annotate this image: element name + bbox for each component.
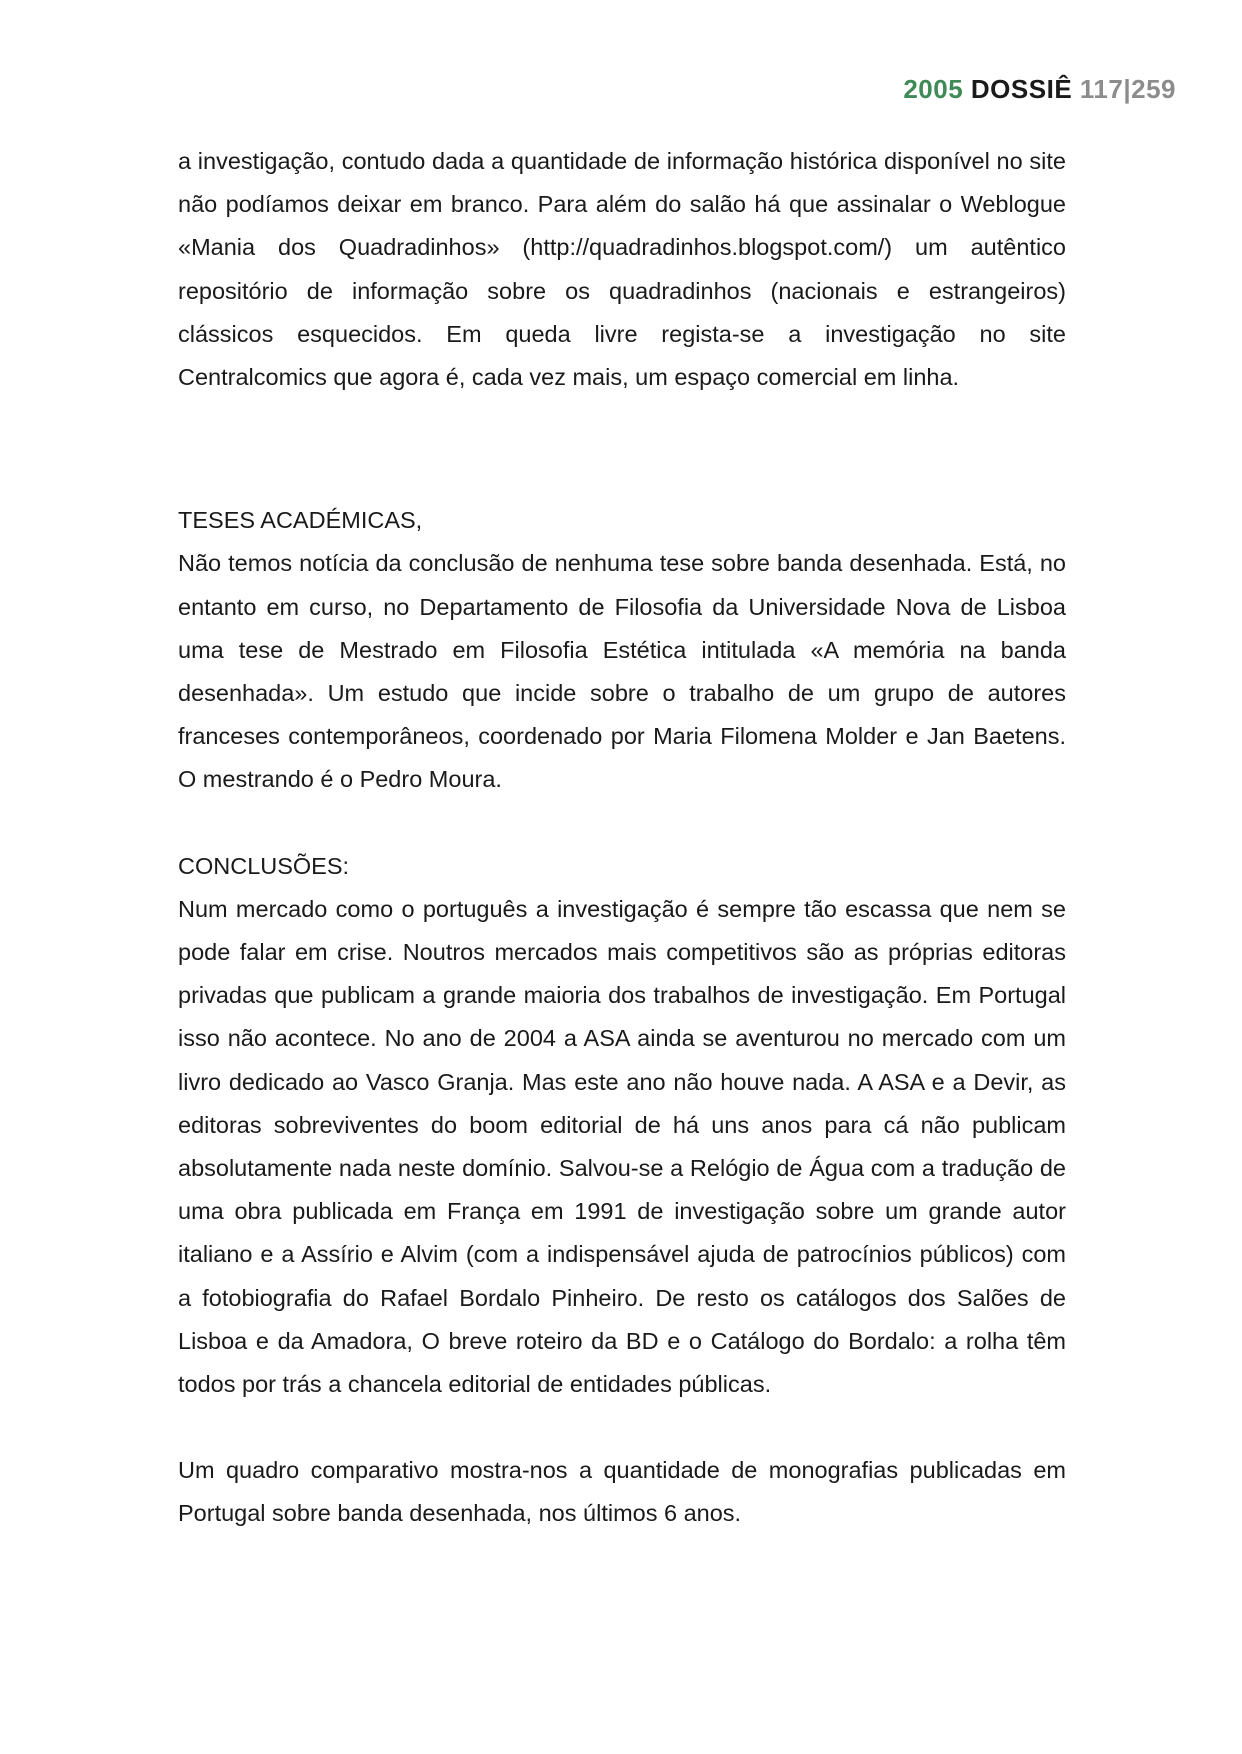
conclusions-paragraph: Num mercado como o português a investigação é sempre tão escassa que nem se pode falar em crise. Noutros mercados mais competitivos são as próprias editoras privadas que publicam a grande maioria dos trabalhos de investigação. Em Portugal isso não acontece. No ano de 2004 a ASA ainda se aventurou no mercado com um livro dedicado ao Vasco Granja. Mas este ano não houve nada. A ASA e a Devir, as editoras sobreviventes do boom editorial de há uns anos para cá não publicam absolutamente nada neste domínio. Salvou-se a Relógio de Água com a tradução de uma obra publicada em França em 1991 de investigação sobre um grande autor italiano e a Assírio e Alvim (com a indispensável ajuda de patrocínios públicos) com a fotobiografia do Rafael Bordalo Pinheiro. De resto os catálogos dos Salões de Lisboa e da Amadora, O breve roteiro da BD e o Catálogo do Bordalo: a rolha têm todos por trás a chancela editorial de entidades públicas. [178,895,1066,1398]
header-year: 2005 [903,74,964,104]
theses-paragraph: Não temos notícia da conclusão de nenhuma tese sobre banda desenhada. Está, no entanto em curso, no Departamento de Filosofia da Universidade Nova de Lisboa uma tese de Mestrado em Filosofia Estética intitulada «A memória na banda desenhada». Um estudo que incide sobre o trabalho de um grupo de autores franceses contemporâneos, coordenado por Maria Filomena Molder e Jan Baetens. O mestrando é o Pedro Moura. [178,550,1066,793]
header-title: DOSSIÊ [970,74,1073,104]
header-page-number: 117|259 [1079,74,1176,104]
closing-paragraph: Um quadro comparativo mostra-nos a quantidade de monografias publicadas em Portugal sobre banda desenhada, nos últimos 6 anos. [178,1457,1066,1527]
page-header [903,74,1176,105]
conclusions-heading: CONCLUSÕES: [178,852,350,879]
document-body [178,140,1066,1536]
theses-heading: TESES ACADÉMICAS, [178,507,423,534]
spacer [178,1406,1066,1449]
intro-paragraph: a investigação, contudo dada a quantidade de informação histórica disponível no site não podíamos deixar em branco. Para além do salão há que assinalar o Weblogue «Mania dos Quadradinhos» (http://quadradinhos.blogspot.com/) um autêntico repositório de informação sobre os quadradinhos (nacionais e estrangeiros) clássicos esquecidos. Em queda livre regista-se a investigação no site Centralcomics que agora é, cada vez mais, um espaço comercial em linha. [178,148,1066,391]
spacer [178,802,1066,845]
spacer [178,399,1066,499]
